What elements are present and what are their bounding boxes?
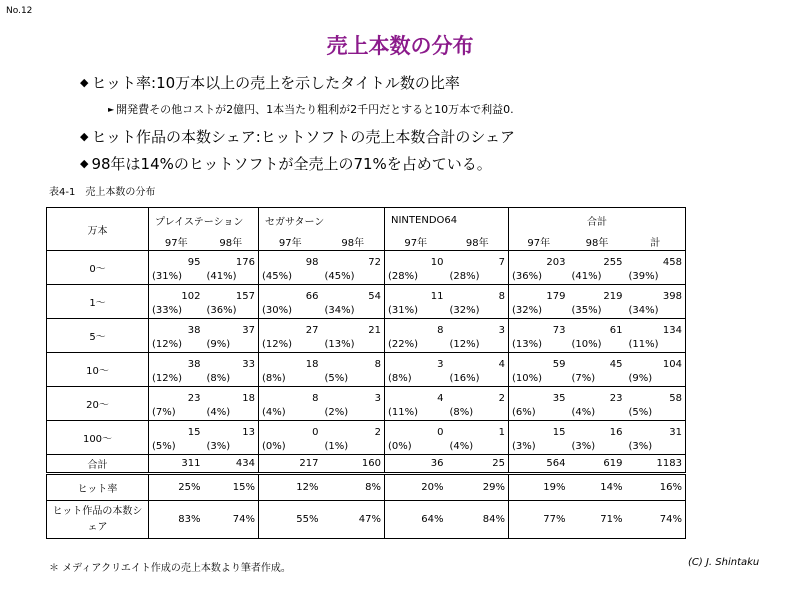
sales-distribution-table bbox=[46, 207, 686, 539]
value-cell: 2 bbox=[498, 393, 505, 404]
percent-cell: (4%) bbox=[447, 438, 509, 455]
value-cell: 15 bbox=[509, 421, 569, 439]
hit-share-label: ヒット作品の本数シェア bbox=[47, 501, 149, 539]
group-header-total: 合計 bbox=[509, 208, 686, 233]
percent-cell: (11%) bbox=[385, 404, 447, 421]
value-cell: 23 bbox=[149, 387, 204, 405]
hit-share-cell: 74% bbox=[204, 501, 259, 539]
percent-cell: (31%) bbox=[385, 302, 447, 319]
value-cell: 8 bbox=[498, 291, 505, 302]
hit-share-cell: 84% bbox=[447, 501, 509, 539]
percent-cell: (39%) bbox=[626, 268, 686, 285]
value-cell: 3 bbox=[385, 353, 447, 371]
value-cell: 255 bbox=[603, 257, 623, 268]
value-cell: 45 bbox=[609, 359, 623, 370]
value-cell: 104 bbox=[626, 353, 686, 371]
percent-cell: (36%) bbox=[509, 268, 569, 285]
percent-cell: (4%) bbox=[259, 404, 322, 421]
year-header: 98年 bbox=[204, 232, 259, 251]
percent-cell: (8%) bbox=[385, 370, 447, 387]
value-cell: 66 bbox=[259, 285, 322, 303]
hit-rate-cell: 19% bbox=[509, 474, 569, 501]
percent-cell: (1%) bbox=[322, 438, 385, 455]
page-number: No.12 bbox=[6, 6, 33, 16]
percent-cell: (13%) bbox=[322, 336, 385, 353]
bullet-text: 98年は14%のヒットソフトが全売上の71%を占めている。 bbox=[91, 155, 492, 173]
percent-cell: (5%) bbox=[322, 370, 385, 387]
percent-cell: (34%) bbox=[322, 302, 385, 319]
value-cell: 38 bbox=[149, 319, 204, 337]
value-cell: 2 bbox=[374, 427, 381, 438]
bullet-hit-share bbox=[80, 126, 515, 147]
percent-cell: (3%) bbox=[626, 438, 686, 455]
percent-cell: (13%) bbox=[509, 336, 569, 353]
percent-cell: (35%) bbox=[569, 302, 626, 319]
percent-cell: (30%) bbox=[259, 302, 322, 319]
percent-cell: (10%) bbox=[509, 370, 569, 387]
bullet-summary bbox=[80, 153, 492, 174]
group-header-nintendo64: NINTENDO64 bbox=[385, 208, 509, 233]
total-cell: 434 bbox=[204, 455, 259, 474]
percent-cell: (45%) bbox=[322, 268, 385, 285]
percent-cell: (45%) bbox=[259, 268, 322, 285]
percent-cell: (12%) bbox=[149, 336, 204, 353]
percent-cell: (4%) bbox=[204, 404, 259, 421]
percent-cell: (7%) bbox=[569, 370, 626, 387]
hit-rate-cell: 12% bbox=[259, 474, 322, 501]
percent-cell: (3%) bbox=[569, 438, 626, 455]
row-label: 0〜 bbox=[47, 251, 149, 285]
value-cell: 134 bbox=[626, 319, 686, 337]
percent-cell: (7%) bbox=[149, 404, 204, 421]
value-cell: 3 bbox=[498, 325, 505, 336]
value-cell: 1 bbox=[498, 427, 505, 438]
value-cell: 10 bbox=[385, 251, 447, 269]
year-header: 97年 bbox=[385, 232, 447, 251]
year-header: 98年 bbox=[569, 232, 626, 251]
percent-cell: (34%) bbox=[626, 302, 686, 319]
value-cell: 219 bbox=[603, 291, 623, 302]
hit-rate-cell: 16% bbox=[626, 474, 686, 501]
percent-cell: (3%) bbox=[204, 438, 259, 455]
row-label: 10〜 bbox=[47, 353, 149, 387]
total-cell: 217 bbox=[259, 455, 322, 474]
value-cell: 15 bbox=[149, 421, 204, 439]
percent-cell: (41%) bbox=[569, 268, 626, 285]
value-cell: 95 bbox=[149, 251, 204, 269]
percent-cell: (33%) bbox=[149, 302, 204, 319]
year-header: 97年 bbox=[259, 232, 322, 251]
hit-share-cell: 83% bbox=[149, 501, 204, 539]
hit-share-cell: 64% bbox=[385, 501, 447, 539]
value-cell: 18 bbox=[242, 393, 255, 404]
value-cell: 98 bbox=[259, 251, 322, 269]
total-cell: 25 bbox=[447, 455, 509, 474]
value-cell: 157 bbox=[235, 291, 255, 302]
value-cell: 4 bbox=[498, 359, 505, 370]
value-cell: 203 bbox=[509, 251, 569, 269]
total-cell: 311 bbox=[149, 455, 204, 474]
page-title: 売上本数の分布 bbox=[326, 34, 474, 58]
hit-rate-cell: 29% bbox=[447, 474, 509, 501]
percent-cell: (5%) bbox=[626, 404, 686, 421]
diamond-bullet-icon: ◆ bbox=[80, 76, 89, 89]
copyright: (C) J. Shintaku bbox=[688, 557, 760, 568]
sub-bullet bbox=[108, 101, 514, 117]
percent-cell: (22%) bbox=[385, 336, 447, 353]
hit-rate-label: ヒット率 bbox=[47, 474, 149, 501]
total-cell: 160 bbox=[322, 455, 385, 474]
value-cell: 61 bbox=[609, 325, 623, 336]
diamond-bullet-icon: ◆ bbox=[80, 130, 89, 143]
percent-cell: (16%) bbox=[447, 370, 509, 387]
value-cell: 18 bbox=[259, 353, 322, 371]
value-cell: 102 bbox=[149, 285, 204, 303]
percent-cell: (12%) bbox=[259, 336, 322, 353]
group-header-playstation: プレイステーション bbox=[149, 208, 259, 233]
hit-rate-cell: 15% bbox=[204, 474, 259, 501]
value-cell: 16 bbox=[609, 427, 623, 438]
year-header: 97年 bbox=[149, 232, 204, 251]
value-cell: 72 bbox=[368, 257, 381, 268]
percent-cell: (28%) bbox=[385, 268, 447, 285]
hit-share-cell: 74% bbox=[626, 501, 686, 539]
hit-share-cell: 47% bbox=[322, 501, 385, 539]
percent-cell: (12%) bbox=[447, 336, 509, 353]
value-cell: 27 bbox=[259, 319, 322, 337]
value-cell: 458 bbox=[626, 251, 686, 269]
percent-cell: (9%) bbox=[626, 370, 686, 387]
diamond-bullet-icon: ◆ bbox=[80, 157, 89, 170]
value-cell: 7 bbox=[498, 257, 505, 268]
percent-cell: (10%) bbox=[569, 336, 626, 353]
percent-cell: (32%) bbox=[447, 302, 509, 319]
bullet-text: ヒット率:10万本以上の売上を示したタイトル数の比率 bbox=[91, 74, 460, 92]
total-cell: 1183 bbox=[626, 455, 686, 474]
bullet-hit-rate bbox=[80, 72, 460, 93]
hit-rate-cell: 25% bbox=[149, 474, 204, 501]
percent-cell: (12%) bbox=[149, 370, 204, 387]
total-cell: 36 bbox=[385, 455, 447, 474]
sub-bullet-text: 開発費その他コストが2億円、1本当たり粗利が2千円だとすると10万本で利益0. bbox=[116, 103, 514, 116]
year-header: 98年 bbox=[322, 232, 385, 251]
value-cell: 37 bbox=[242, 325, 255, 336]
hit-share-cell: 77% bbox=[509, 501, 569, 539]
unit-header: 万本 bbox=[47, 208, 149, 251]
percent-cell: (36%) bbox=[204, 302, 259, 319]
value-cell: 8 bbox=[259, 387, 322, 405]
value-cell: 23 bbox=[609, 393, 623, 404]
group-header-sega-saturn: セガサターン bbox=[259, 208, 385, 233]
percent-cell: (11%) bbox=[626, 336, 686, 353]
value-cell: 31 bbox=[626, 421, 686, 439]
value-cell: 11 bbox=[385, 285, 447, 303]
value-cell: 38 bbox=[149, 353, 204, 371]
value-cell: 179 bbox=[509, 285, 569, 303]
triangle-bullet-icon: ► bbox=[108, 105, 115, 114]
value-cell: 58 bbox=[626, 387, 686, 405]
hit-rate-cell: 14% bbox=[569, 474, 626, 501]
value-cell: 176 bbox=[235, 257, 255, 268]
percent-cell: (8%) bbox=[259, 370, 322, 387]
percent-cell: (0%) bbox=[385, 438, 447, 455]
value-cell: 21 bbox=[368, 325, 381, 336]
total-cell: 619 bbox=[569, 455, 626, 474]
value-cell: 73 bbox=[509, 319, 569, 337]
value-cell: 3 bbox=[374, 393, 381, 404]
value-cell: 4 bbox=[385, 387, 447, 405]
total-label: 合計 bbox=[47, 455, 149, 474]
percent-cell: (41%) bbox=[204, 268, 259, 285]
footnote: ＊ メディアクリエイト作成の売上本数より筆者作成。 bbox=[49, 563, 291, 574]
year-header: 計 bbox=[626, 232, 686, 251]
value-cell: 59 bbox=[509, 353, 569, 371]
percent-cell: (31%) bbox=[149, 268, 204, 285]
row-label: 20〜 bbox=[47, 387, 149, 421]
value-cell: 0 bbox=[259, 421, 322, 439]
percent-cell: (8%) bbox=[204, 370, 259, 387]
value-cell: 35 bbox=[509, 387, 569, 405]
percent-cell: (5%) bbox=[149, 438, 204, 455]
hit-share-cell: 71% bbox=[569, 501, 626, 539]
value-cell: 0 bbox=[385, 421, 447, 439]
hit-rate-cell: 20% bbox=[385, 474, 447, 501]
value-cell: 398 bbox=[626, 285, 686, 303]
percent-cell: (8%) bbox=[447, 404, 509, 421]
bullet-text: ヒット作品の本数シェア:ヒットソフトの売上本数合計のシェア bbox=[91, 128, 516, 146]
value-cell: 33 bbox=[242, 359, 255, 370]
percent-cell: (9%) bbox=[204, 336, 259, 353]
percent-cell: (32%) bbox=[509, 302, 569, 319]
row-label: 100〜 bbox=[47, 421, 149, 455]
value-cell: 13 bbox=[242, 427, 255, 438]
percent-cell: (3%) bbox=[509, 438, 569, 455]
value-cell: 54 bbox=[368, 291, 381, 302]
percent-cell: (0%) bbox=[259, 438, 322, 455]
total-cell: 564 bbox=[509, 455, 569, 474]
year-header: 97年 bbox=[509, 232, 569, 251]
table-caption: 表4-1 売上本数の分布 bbox=[49, 187, 156, 198]
percent-cell: (4%) bbox=[569, 404, 626, 421]
year-header: 98年 bbox=[447, 232, 509, 251]
hit-rate-cell: 8% bbox=[322, 474, 385, 501]
value-cell: 8 bbox=[385, 319, 447, 337]
percent-cell: (28%) bbox=[447, 268, 509, 285]
percent-cell: (2%) bbox=[322, 404, 385, 421]
value-cell: 8 bbox=[374, 359, 381, 370]
hit-share-cell: 55% bbox=[259, 501, 322, 539]
percent-cell: (6%) bbox=[509, 404, 569, 421]
row-label: 1〜 bbox=[47, 285, 149, 319]
row-label: 5〜 bbox=[47, 319, 149, 353]
